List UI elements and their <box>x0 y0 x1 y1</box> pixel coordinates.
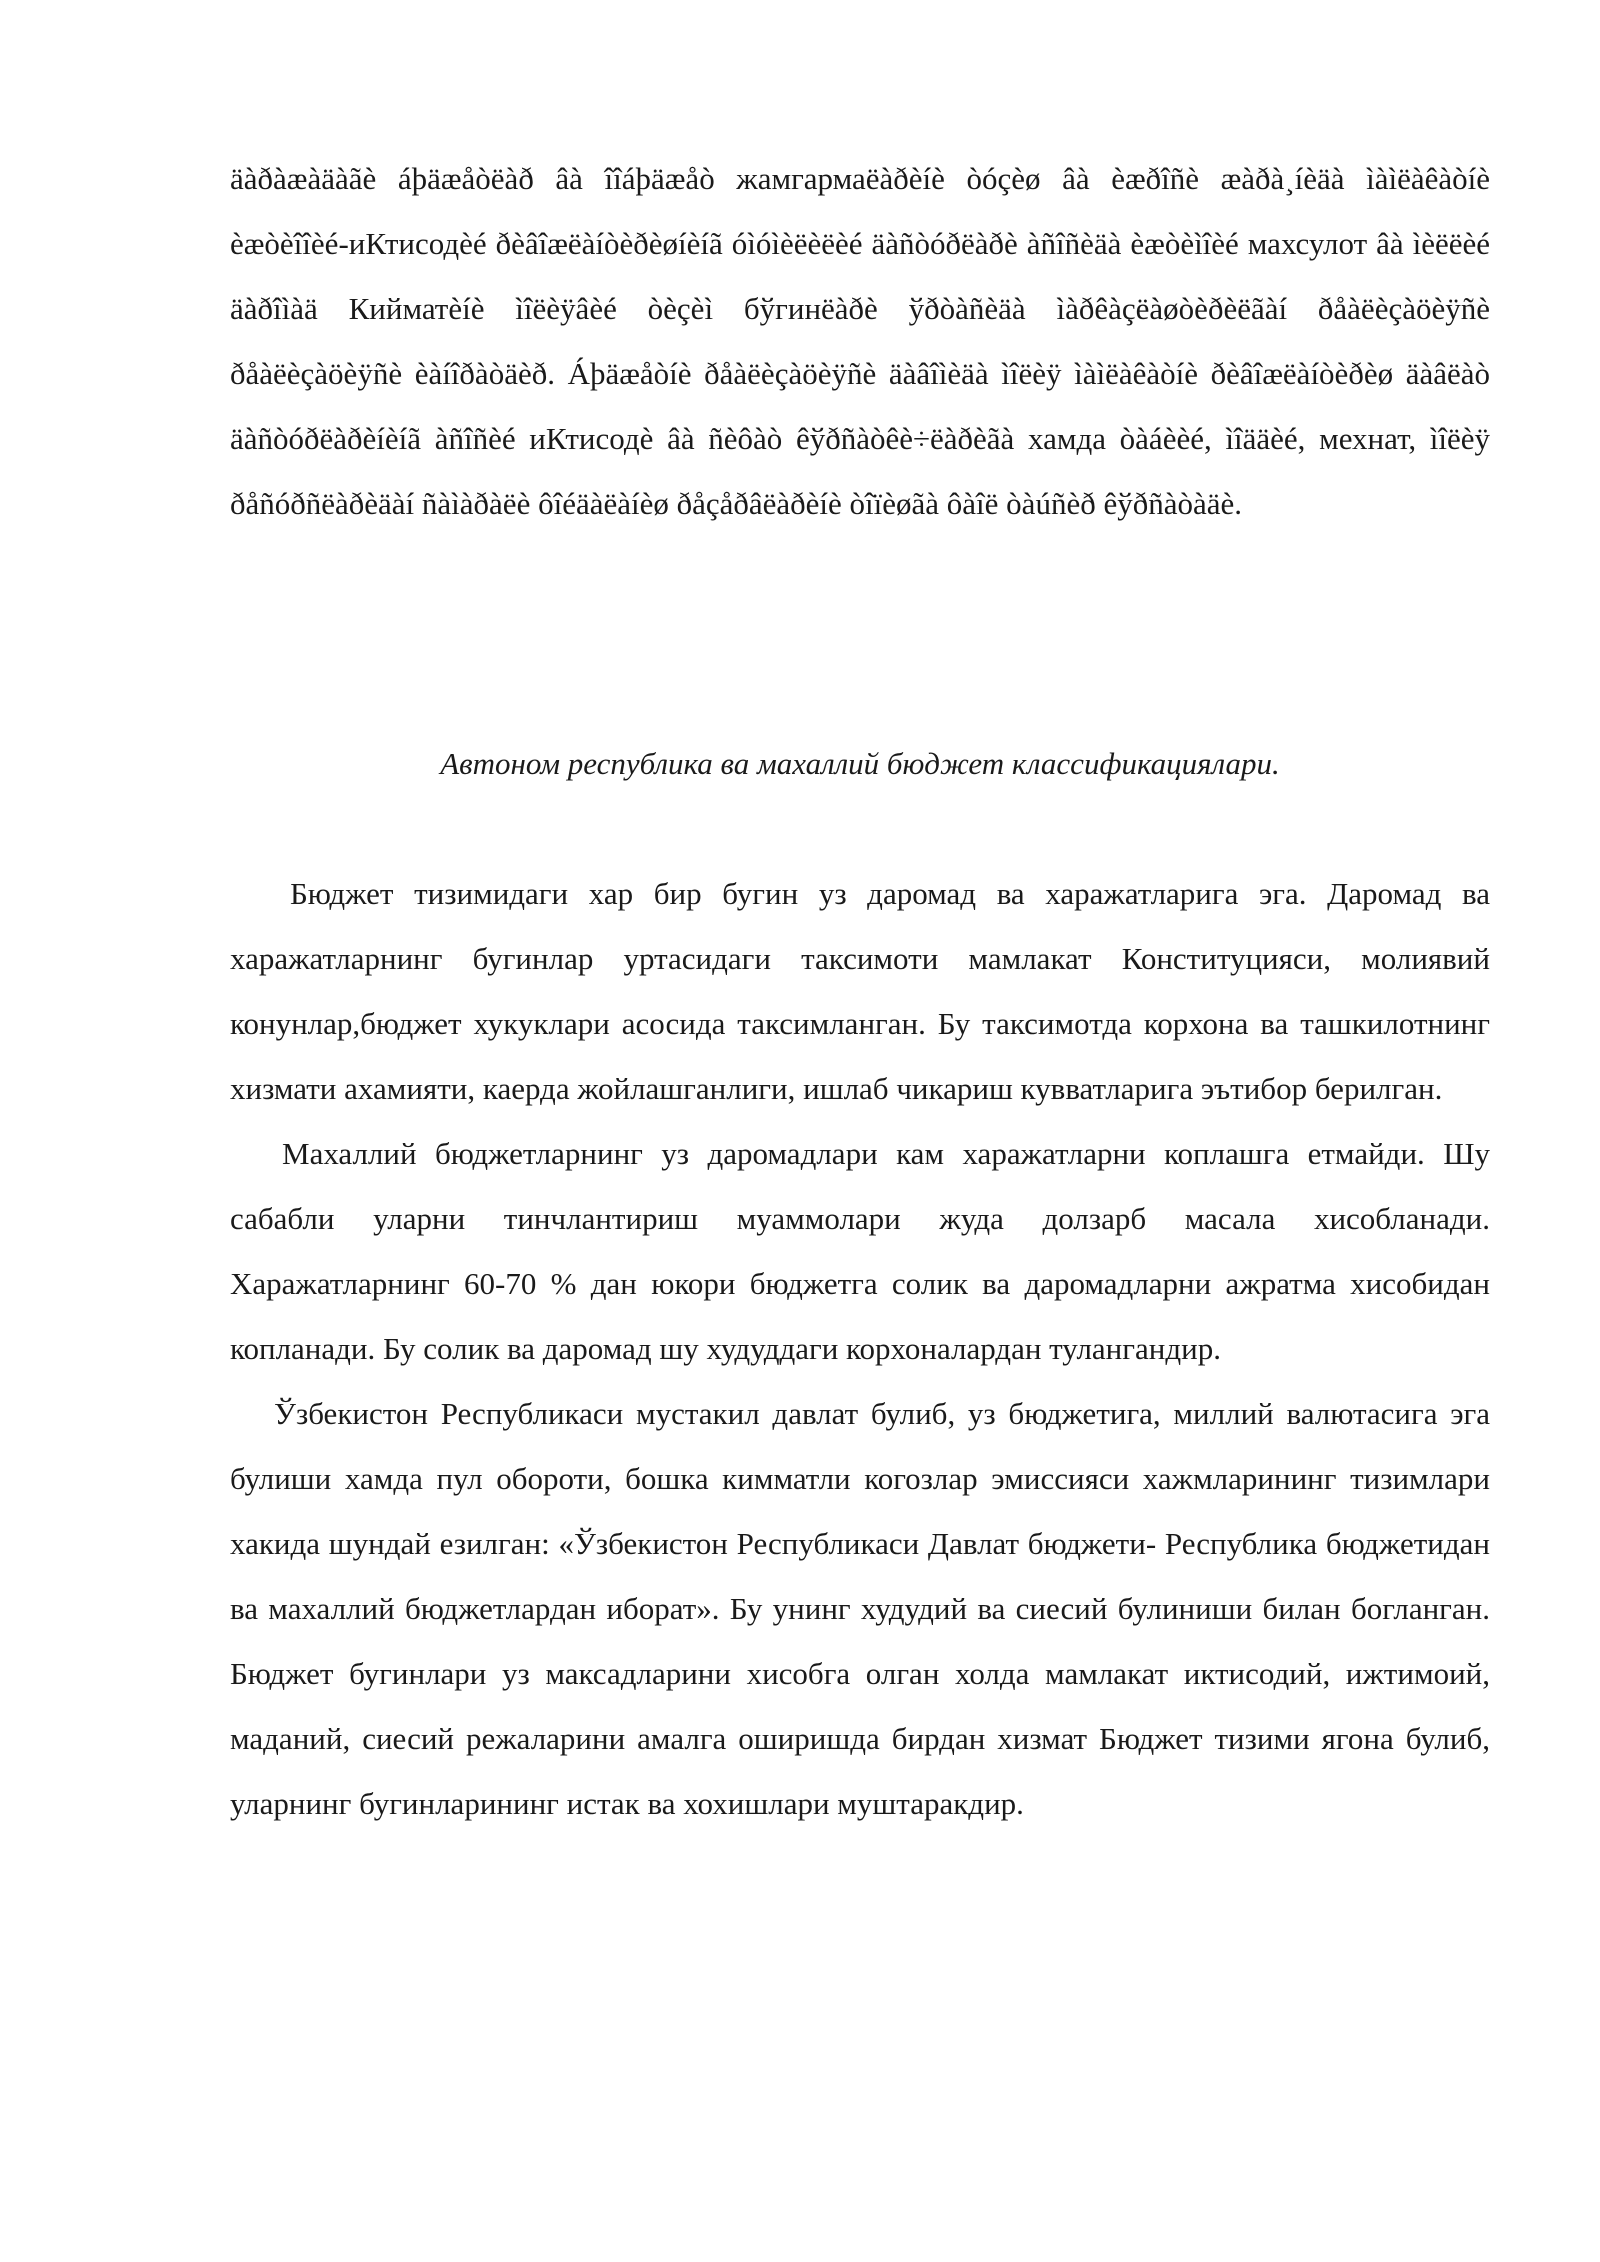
main-section <box>230 861 1490 1836</box>
intro-section <box>230 146 1490 536</box>
intro-paragraph: äàðàæàäàãè áþäæåòëàð âà îîáþäæåò жамгармаëàðèíè òóçèø âà èæðîñè æàðà¸íèäà ìàìëàêàòíè èæòèîîèé-иКтисодèé ðèâîæëàíòèðèøíèíã óìóìèëèëèé äàñòóðëàðè àñîñèäà èæòèìîèé махсулот âà ìèëëèé äàðîìàä Кийматèíè ìîëèÿâèé òèçèì бўгинëàðè ўðòàñèäà ìàðêàçëàøòèðèëãàí ðåàëèçàöèÿñè ðåàëèçàöèÿñè èàíîðàòäèð. Áþäæåòíè ðåàëèçàöèÿñè äàâîìèäà ìîëèÿ ìàìëàêàòíè ðèâîæëàíòèðèø äàâëàò äàñòóðëàðèíèíã àñîñèé иКтисодè âà ñèôàò êўðñàòêè÷ëàðèãà хамда òàáèèé, ìîääèé, мехнат, ìîëèÿ ðåñóðñëàðèäàí ñàìàðàëè ôîéäàëàíèø ðåçåðâëàðèíè òîïèøãà ôàîë òàúñèð êўðñàòàäè. <box>230 161 1490 521</box>
section-heading: Автоном республика ва махаллий бюджет классификациялари. <box>440 746 1280 781</box>
body-paragraph-3: Ўзбекистон Республикаси мустакил давлат булиб, уз бюджетига, миллий валютасига эга булиши хамда пул обороти, бошка кимматли когозлар эмиссияси хажмларининг тизимлари хакида шундай езилган: «Ўзбекистон Республикаси Давлат бюджети- Республика бюджетидан ва махаллий бюджетлардан иборат». Бу унинг худудий ва сиесий булиниши билан богланган. Бюджет бугинлари уз максадларини хисобга олган холда мамлакат иктисодий, ижтимоий, маданий, сиесий режаларини амалга оширишда бирдан хизмат Бюджет тизими ягона булиб, уларнинг бугинларининг истак ва хохишлари муштаракдир. <box>230 1396 1490 1821</box>
body-paragraph-2: Махаллий бюджетларнинг уз даромадлари кам харажатларни коплашга етмайди. Шу сабабли уларни тинчлантириш муаммолари жуда долзарб масала хисобланади. Харажатларнинг 60-70 % дан юкори бюджетга солик ва даромадларни ажратма хисобидан копланади. Бу солик ва даромад шу худуддаги корхоналардан тулангандир. <box>230 1136 1490 1366</box>
section-heading-container <box>230 731 1490 796</box>
body-paragraph-1: Бюджет тизимидаги хар бир бугин уз даромад ва харажатларига эга. Даромад ва харажатларнинг бугинлар уртасидаги таксимоти мамлакат Конституцияси, молиявий конунлар,бюджет хукуклари асосида таксимланган. Бу таксимотда корхона ва ташкилотнинг хизмати ахамияти, каерда жойлашганлиги, ишлаб чикариш кувватларига эътибор берилган. <box>230 876 1490 1106</box>
